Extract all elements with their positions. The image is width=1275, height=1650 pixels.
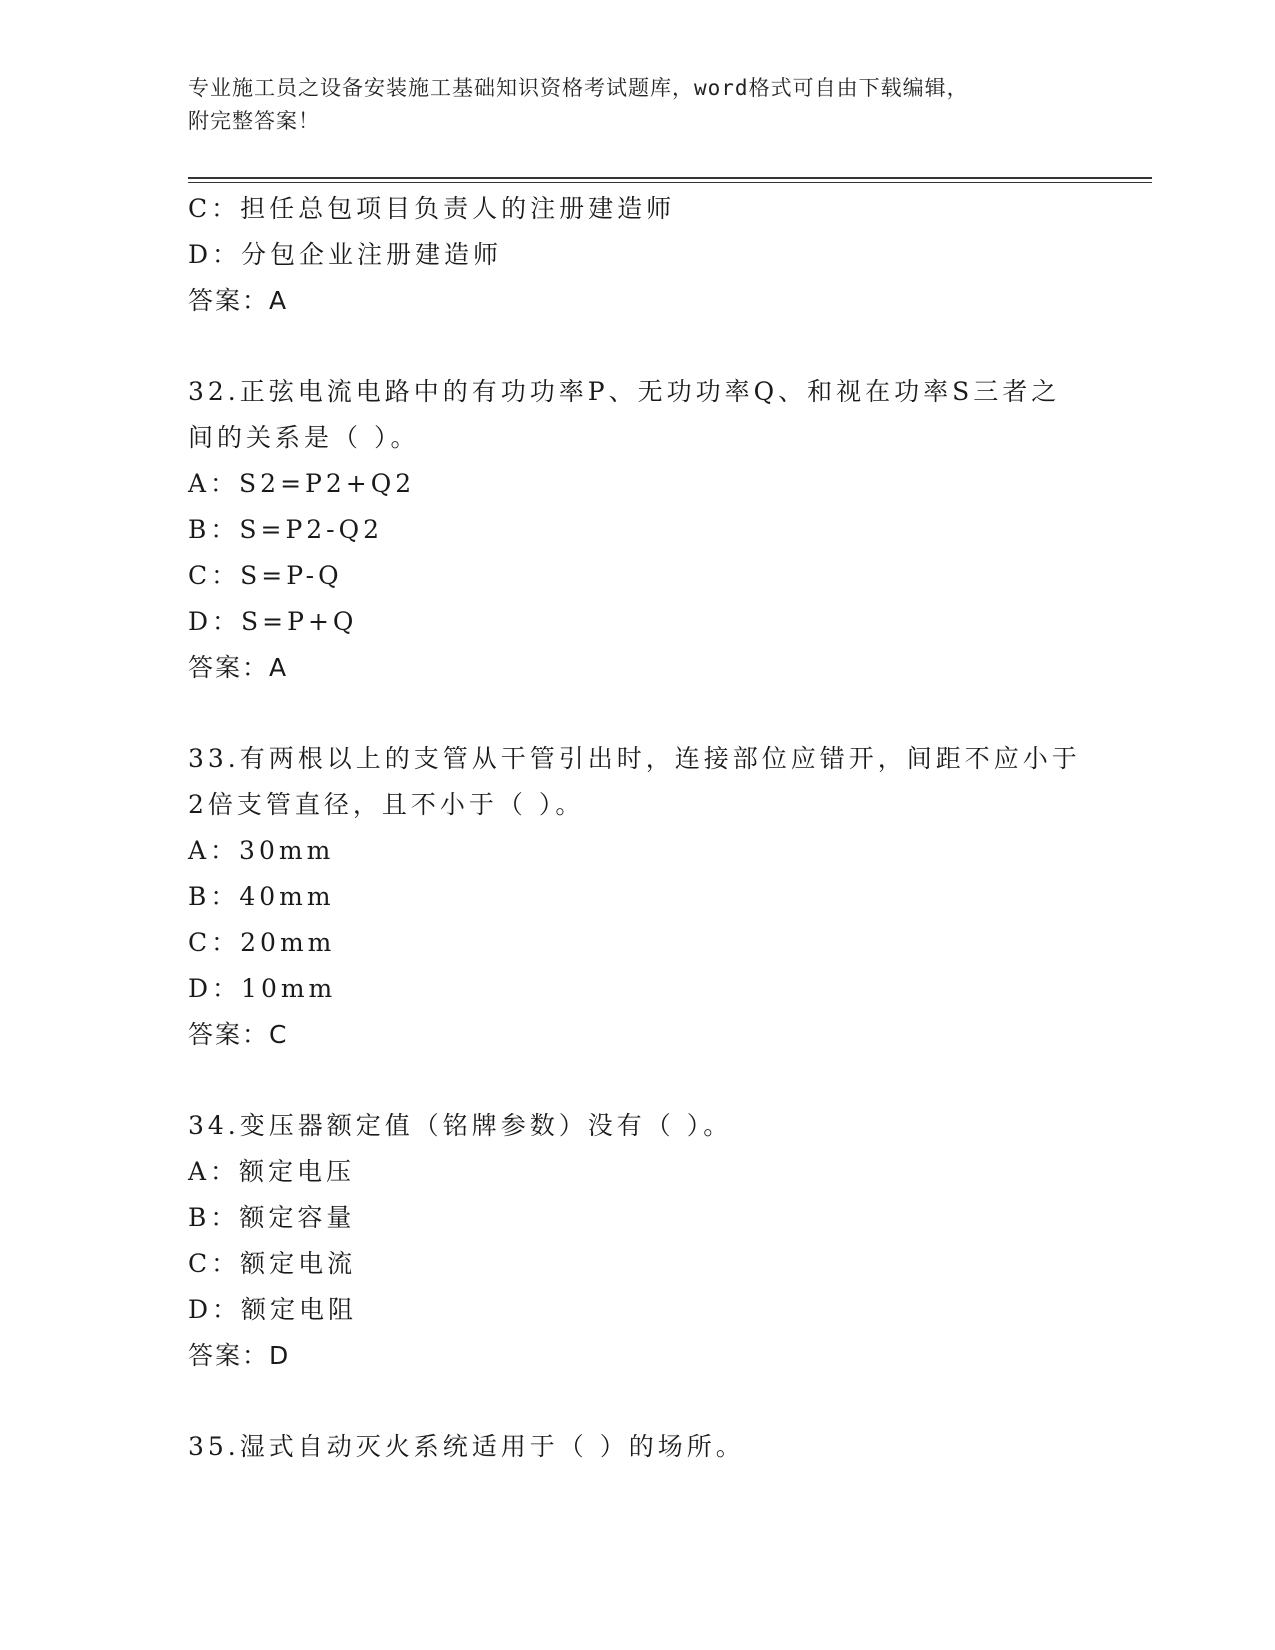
question-text: 33.有两根以上的支管从干管引出时，连接部位应错开，间距不应小于 [188,744,1081,773]
question-block [188,1103,1088,1379]
option-line: A：额定电压 [188,1157,356,1186]
question-block [188,369,1088,691]
answer-line: 答案：A [188,286,289,315]
header-line-2: 附完整答案！ [188,109,320,133]
question-block [188,186,1088,324]
question-list [188,186,1088,1470]
answer-line: 答案：A [188,653,289,682]
question-block [188,736,1088,1058]
option-line: C：额定电流 [188,1249,357,1278]
question-text: 32.正弦电流电路中的有功功率P、无功功率Q、和视在功率S三者之 [188,377,1061,406]
option-line: C：担任总包项目负责人的注册建造师 [188,194,676,223]
option-line: D：S=P+Q [188,607,358,636]
option-line: C：20mm [188,928,336,957]
option-line: B：额定容量 [188,1203,356,1232]
option-line: B：40mm [188,882,335,911]
header-rule-thick [188,177,1152,179]
option-line: A：30mm [188,836,335,865]
option-line: D：10mm [188,974,337,1003]
header-line-1: 专业施工员之设备安装施工基础知识资格考试题库，word格式可自由下载编辑， [188,76,969,100]
option-line: C：S=P-Q [188,561,343,590]
question-block [188,1424,1088,1470]
answer-line: 答案：C [188,1020,289,1049]
question-text: 2倍支管直径，且不小于（ ）。 [188,790,585,819]
header-rule-thin [188,182,1152,183]
question-text: 间的关系是（ ）。 [188,423,420,452]
answer-line: 答案：D [188,1341,291,1370]
option-line: A：S2=P2+Q2 [188,469,416,498]
option-line: B：S=P2-Q2 [188,515,384,544]
option-line: D：分包企业注册建造师 [188,240,503,269]
question-text: 35.湿式自动灭火系统适用于（ ）的场所。 [188,1432,745,1461]
option-line: D：额定电阻 [188,1295,358,1324]
document-header [188,72,1068,138]
question-text: 34.变压器额定值（铭牌参数）没有（ ）。 [188,1111,733,1140]
